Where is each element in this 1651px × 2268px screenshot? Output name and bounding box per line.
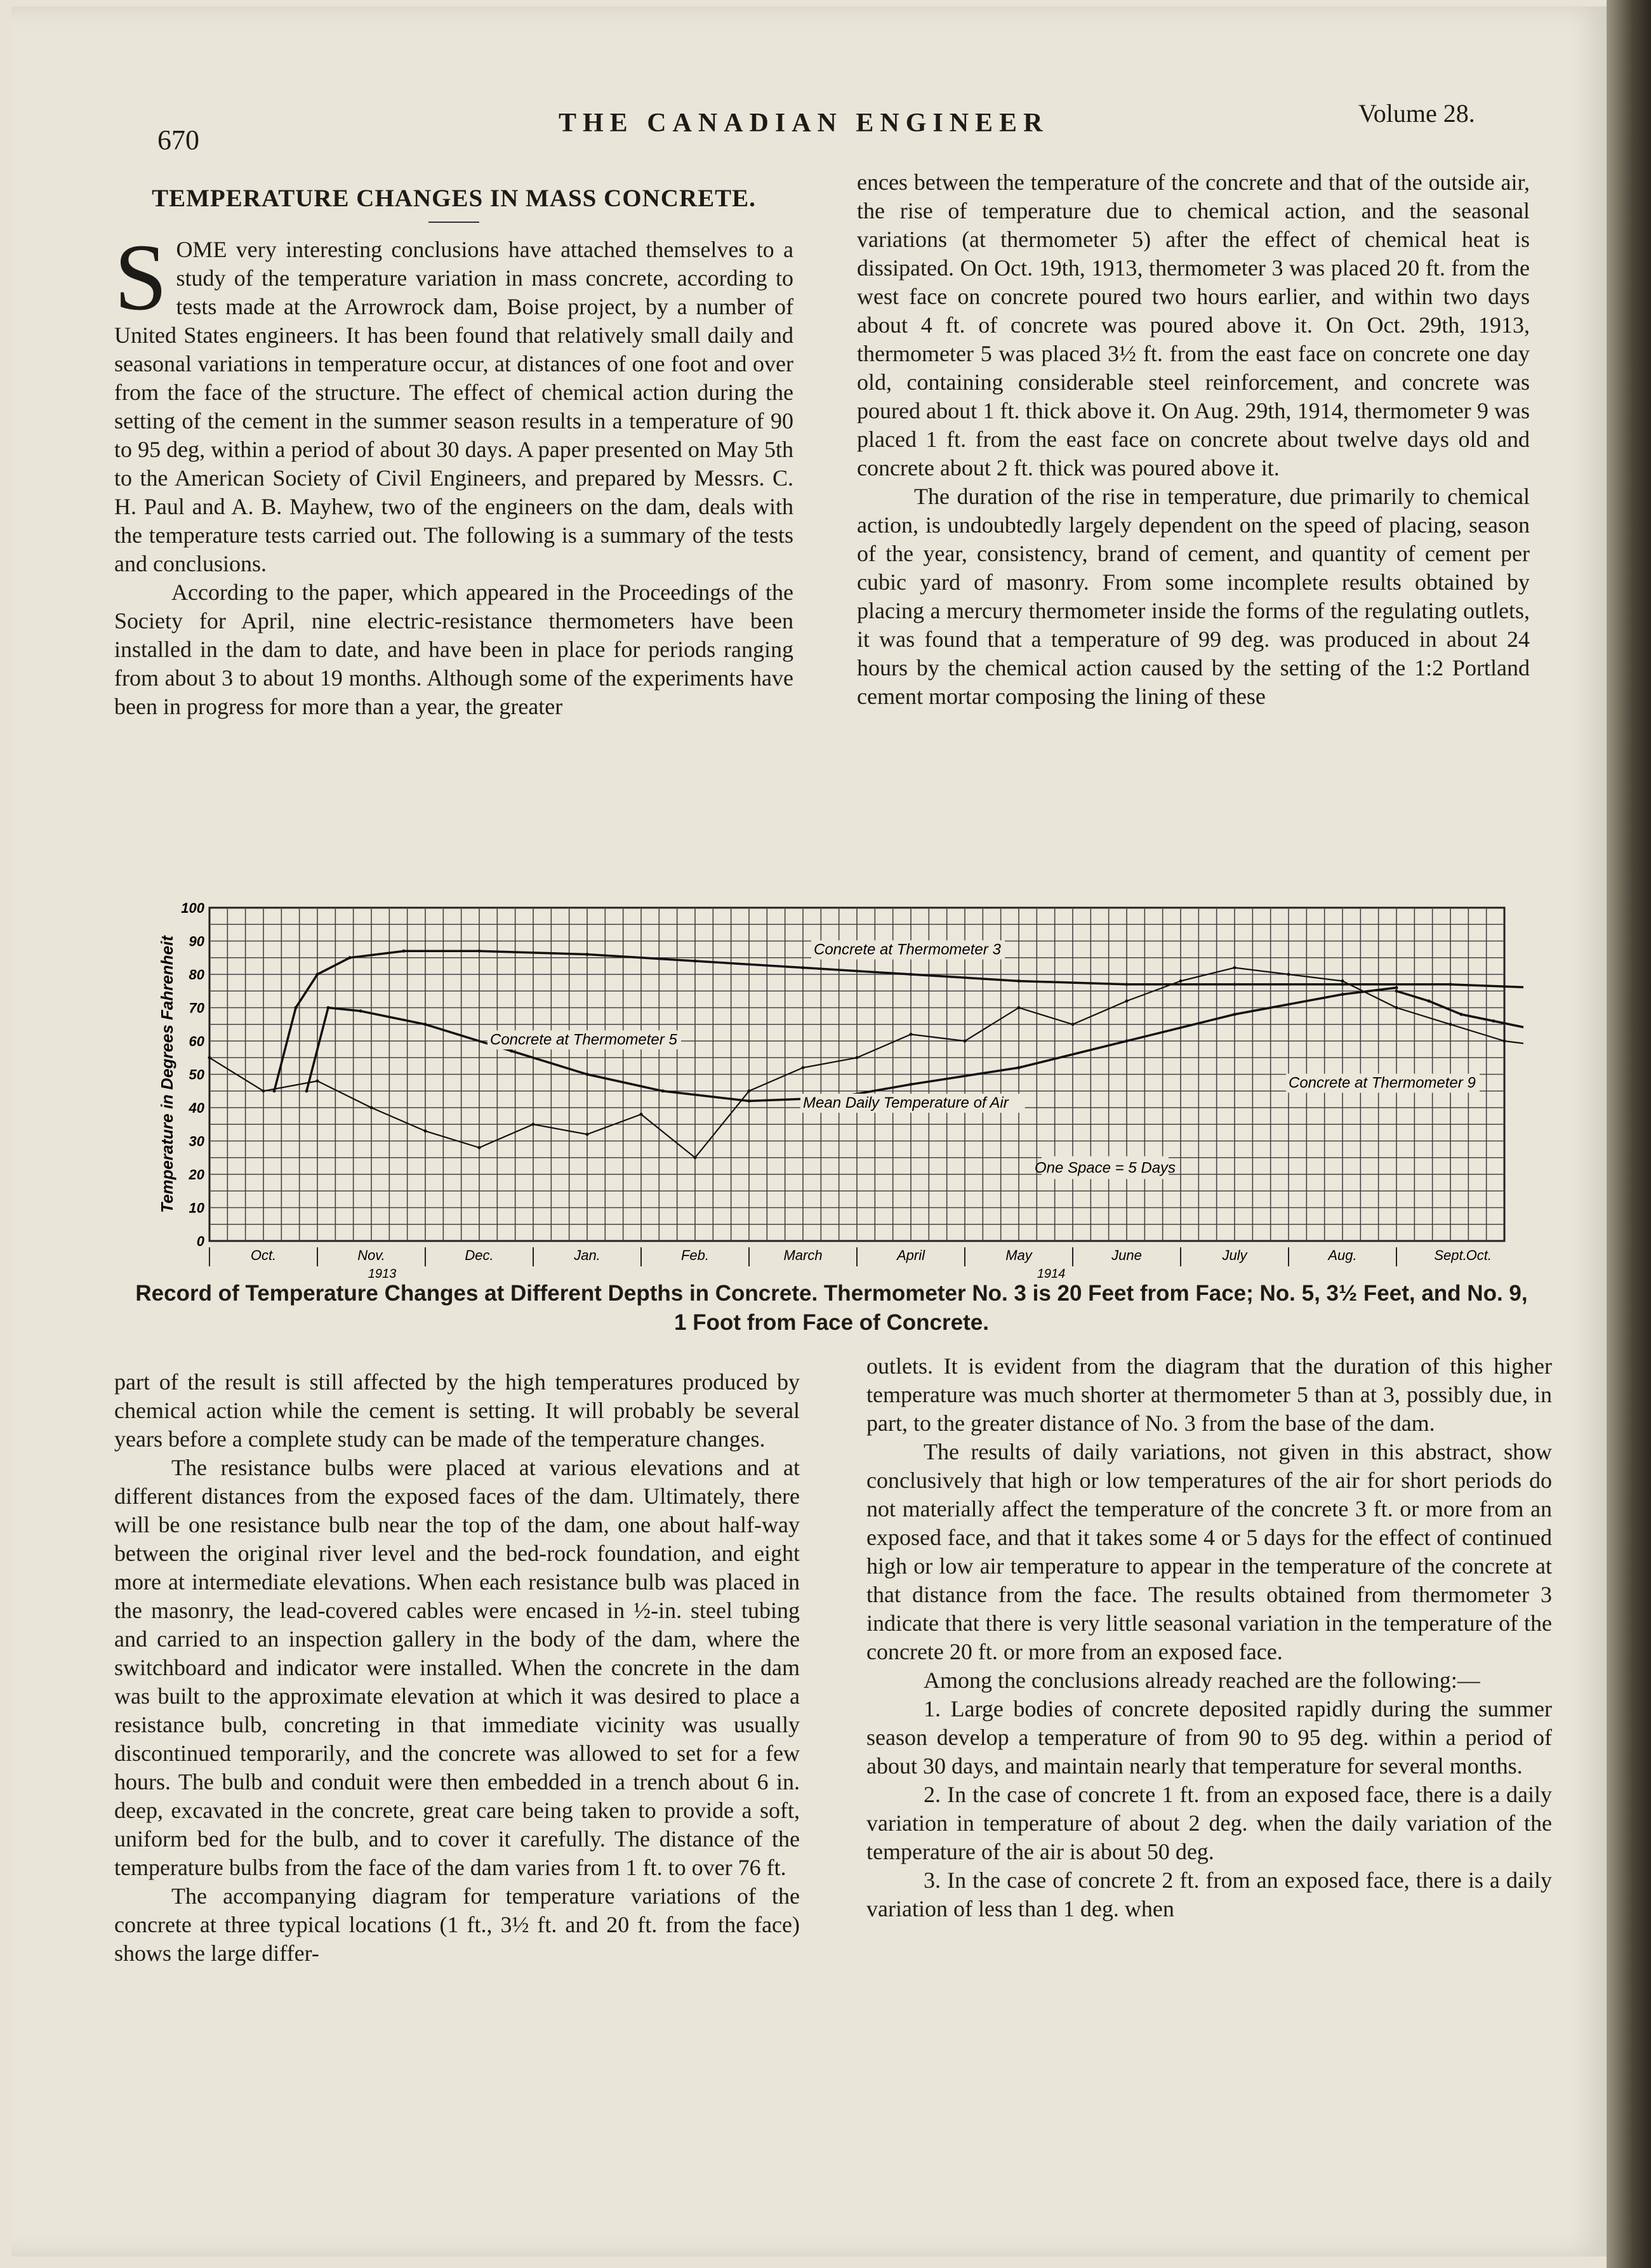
data-point (208, 1056, 211, 1059)
y-tick-label: 80 (189, 967, 204, 983)
x-month-label: July (1222, 1247, 1247, 1263)
x-month-label: Jan. (574, 1247, 600, 1263)
data-point (694, 960, 697, 963)
data-point (305, 1089, 308, 1092)
data-point (1341, 993, 1344, 996)
data-point (1233, 1013, 1237, 1016)
data-point (661, 1089, 665, 1092)
data-point (424, 1023, 427, 1026)
data-point (424, 1129, 427, 1132)
x-month-label: Nov. (357, 1247, 385, 1263)
data-point (370, 1106, 373, 1110)
series-label: Concrete at Thermometer 9 (1289, 1074, 1476, 1092)
data-point (1395, 1006, 1398, 1009)
x-month-label: Aug. (1328, 1247, 1357, 1263)
paragraph: The results of daily variations, not given in this abstract, show conclusively that high or low temperatures of the air for short periods do not materially affect the temperature of the concrete 3 ft. or more from an exposed face, and that it takes some 4 or 5 days for the effect of continued high or low air temperature to appear in the temperature of the concrete at that distance from the face. The results obtained from thermometer 3 indicate that there is very little seasonal variation in the temperature of the concrete 20 ft. or more from an exposed face. (866, 1439, 1552, 1664)
data-point (748, 1099, 751, 1103)
y-tick-label: 100 (181, 900, 204, 916)
data-point (348, 956, 352, 959)
paragraph: The resistance bulbs were placed at various elevations and at different distances from the exposed faces of the dam. Ultimately, there will be one resistance bulb near the top of the dam, one about half-way between the original river level and the bed-rock foundation, and eight more at intermediate elevations. When each resistance bulb was placed in the masonry, the lead-covered cables were encased in ½-in. steel tubing and carried to an inspection gallery in the body of the dam, where the switchboard and indicator were installed. When the concrete in the dam was built to the approximate elevation at which it was desired to place a resistance bulb, concreting in that immediate vicinity was usually discontinued temporarily, and the concrete was allowed to set for a few hours. The bulb and conduit were then embedded in a trench about 6 in. deep, excavated in the concrete, great care being taken to provide a soft, uniform bed for the bulb, and to cover it carefully. The distance of the temperature bulbs from the face of the dam varies from 1 ft. to over 76 ft. (114, 1455, 800, 1880)
paragraph: 3. In the case of concrete 2 ft. from an exposed face, there is a daily variation of less than 1 deg. when (866, 1867, 1552, 1921)
data-point (327, 1006, 330, 1009)
x-month-label: May (1005, 1247, 1032, 1263)
data-point (1492, 1019, 1495, 1023)
x-month-label: Feb. (680, 1247, 710, 1263)
page-number: 670 (157, 124, 199, 156)
data-point (316, 973, 319, 976)
paragraph: 2. In the case of concrete 1 ft. from an exposed face, there is a daily variation in temperature of about 2 deg. when the daily variation of the temperature of the air is about 50 deg. (866, 1782, 1552, 1864)
figure-caption: Record of Temperature Changes at Different Depths in Concrete. Thermometer No. 3 is 20 Feet from Face; No. 5, 3½ Feet, and No. 9, 1 Foot from Face of Concrete. (135, 1281, 1528, 1335)
y-tick-label: 30 (189, 1133, 204, 1150)
column-2 (857, 168, 1530, 711)
data-point (295, 1006, 298, 1009)
data-point (510, 1049, 514, 1052)
x-year-label: 1914 (1037, 1267, 1066, 1281)
y-tick-label: 0 (196, 1233, 204, 1249)
y-tick-label: 20 (189, 1167, 204, 1183)
y-tick-label: 70 (189, 1000, 204, 1016)
data-point (910, 973, 913, 976)
data-point (856, 1056, 859, 1059)
data-point (586, 953, 589, 956)
data-point (1071, 1023, 1075, 1026)
y-tick-label: 50 (189, 1066, 204, 1083)
data-point (1018, 1006, 1021, 1009)
data-point (1125, 983, 1129, 986)
data-point (1179, 979, 1183, 983)
volume-label: Volume 28. (1358, 99, 1475, 128)
paragraph: SOME very interesting conclusions have attached themselves to a study of the temperature variation in mass concrete, according to tests made at the Arrowrock dam, Boise project, by a number of United States engineers. It has been found that relatively small daily and seasonal variations in temperature occur, at distances of one foot and over from the face of the structure. The effect of chemical action during the setting of the cement in the summer season results in a temperature of 90 to 95 deg, within a period of about 30 days. A paper presented on May 5th to the American Society of Civil Engineers, and prepared by Messrs. C. H. Paul and A. B. Mayhew, two of the engineers on the dam, deals with the temperature tests carried out. The following is a summary of the tests and conclusions. (114, 225, 793, 576)
data-point (748, 1089, 751, 1092)
data-point (586, 1073, 589, 1076)
series-label: Mean Daily Temperature of Air (803, 1094, 1009, 1111)
data-point (1428, 1000, 1431, 1003)
article-title: TEMPERATURE CHANGES IN MASS CONCRETE. (152, 185, 756, 212)
data-point (1233, 966, 1237, 969)
y-tick-label: 90 (189, 933, 204, 950)
data-point (586, 1133, 589, 1136)
chart-svg (152, 882, 1523, 1289)
data-point (262, 1089, 265, 1092)
column-3 (114, 1368, 800, 1968)
x-month-label: March (783, 1247, 823, 1263)
data-point (1503, 1040, 1506, 1043)
data-point (910, 1033, 913, 1036)
book-spine (1607, 0, 1651, 2268)
data-point (694, 1156, 697, 1159)
y-tick-label: 40 (189, 1100, 204, 1116)
paragraph: part of the result is still affected by the high temperatures produced by chemical action while the cement is setting. It will probably be several years before a complete study can be made of the temperature changes. (114, 1369, 800, 1452)
data-point (1341, 983, 1344, 986)
paragraph: 1. Large bodies of concrete deposited rapidly during the summer season develop a temperature of from 90 to 95 deg. within a period of about 30 days, and maintain nearly that temperature for several months. (866, 1696, 1552, 1779)
data-point (1449, 1023, 1452, 1026)
series-label: Concrete at Thermometer 5 (490, 1031, 677, 1049)
column-1 (114, 184, 793, 721)
data-point (478, 1146, 481, 1150)
data-point (1018, 979, 1021, 983)
temperature-chart (152, 882, 1523, 1289)
data-point (478, 950, 481, 953)
data-point (910, 1083, 913, 1086)
data-point (402, 950, 406, 953)
data-point (640, 1113, 643, 1116)
drop-cap: S (114, 225, 168, 330)
data-point (1395, 990, 1398, 993)
x-month-label: Oct. (1466, 1247, 1492, 1263)
paragraph: outlets. It is evident from the diagram that the duration of this higher temperature was much shorter at thermometer 5 than at 3, possibly due, in part, to the greater distance of No. 3 from the base of the dam. (866, 1353, 1552, 1436)
paragraph: According to the paper, which appeared in the Proceedings of the Society for April, nine electric-resistance thermometers have been installed in the dam to date, and have been in place for periods ranging from about 3 to about 19 months. Although some of the experiments have been in progress for more than a year, the greater (114, 580, 793, 719)
data-point (1233, 983, 1237, 986)
data-point (1018, 1066, 1021, 1070)
x-month-label: Sept. (1434, 1247, 1467, 1263)
y-axis-label: Temperature in Degrees Fahrenheit (157, 936, 176, 1213)
journal-title: THE CANADIAN ENGINEER (559, 109, 1049, 138)
data-point (964, 1040, 967, 1043)
data-point (1287, 973, 1290, 976)
data-point (532, 1123, 535, 1126)
page-header (0, 95, 1651, 156)
data-point (1125, 1040, 1129, 1043)
scale-note: One Space = 5 Days (1034, 1159, 1176, 1177)
title-rule (428, 222, 479, 223)
data-point (1395, 986, 1398, 990)
data-point (802, 966, 805, 969)
x-month-label: Oct. (250, 1247, 277, 1263)
data-point (1341, 979, 1344, 983)
x-month-label: April (896, 1247, 925, 1263)
data-point (1449, 983, 1452, 986)
paragraph: The accompanying diagram for temperature variations of the concrete at three typical locations (1 ft., 3½ ft. and 20 ft. from the face) shows the large differ- (114, 1883, 800, 1966)
data-point (1125, 1000, 1129, 1003)
y-tick-label: 60 (189, 1033, 204, 1049)
paragraph: ences between the temperature of the concrete and that of the outside air, the rise of temperature due to chemical action, and the seasonal variations (at thermometer 5) after the effect of chemical heat is dissipated. On Oct. 19th, 1913, thermometer 3 was placed 20 ft. from the west face on concrete poured two hours earlier, and within two days about 4 ft. of concrete was poured above it. On Oct. 29th, 1913, thermometer 5 was placed 3½ ft. from the east face on concrete one day old, containing considerable steel reinforcement, and concrete was poured about 1 ft. thick above it. On Aug. 29th, 1914, thermometer 9 was placed 1 ft. from the east face on concrete about twelve days old and concrete about 2 ft. thick was poured above it. (857, 169, 1530, 481)
x-month-label: Dec. (465, 1247, 494, 1263)
x-year-label: 1913 (368, 1267, 397, 1281)
data-point (359, 1009, 362, 1012)
column-4 (866, 1352, 1552, 1923)
x-month-label: June (1111, 1247, 1142, 1263)
data-point (802, 1066, 805, 1070)
paragraph: The duration of the rise in temperature, due primarily to chemical action, is undoubtedly largely dependent on the speed of placing, season of the year, consistency, brand of cement, and quantity of cement per cubic yard of masonry. From some incomplete results obtained by placing a mercury thermometer inside the forms of the regulating outlets, it was found that a temperature of 99 deg. was produced in about 24 hours by the chemical action caused by the setting of the 1:2 Portland cement mortar composing the lining of these (857, 484, 1530, 709)
series-label: Concrete at Thermometer 3 (814, 941, 1001, 958)
data-point (1460, 1013, 1463, 1016)
y-tick-label: 10 (189, 1200, 204, 1216)
data-point (316, 1080, 319, 1083)
paragraph: Among the conclusions already reached are the following:— (924, 1668, 1480, 1693)
